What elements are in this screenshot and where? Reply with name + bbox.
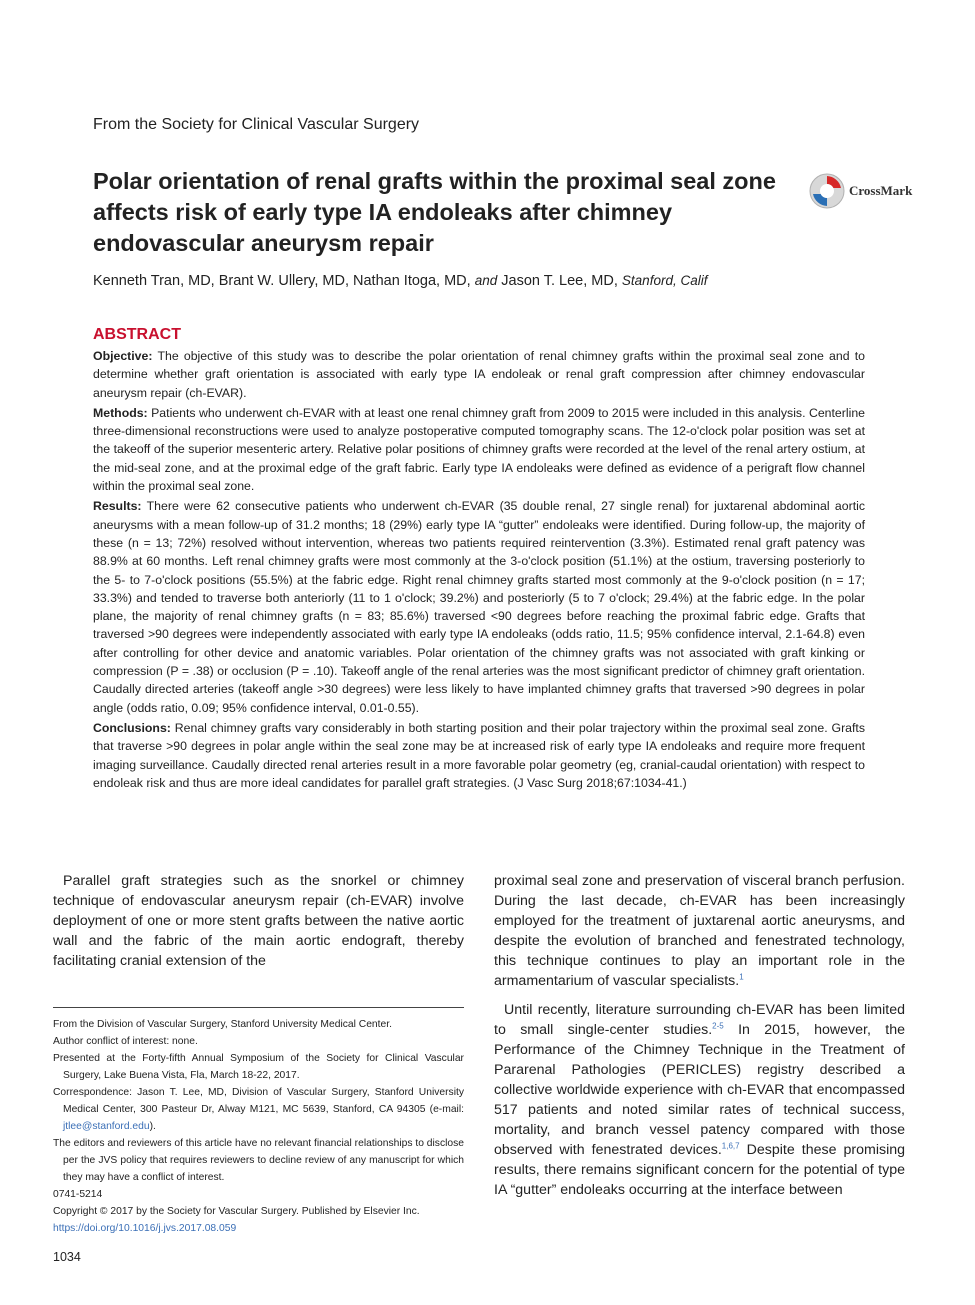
body-text: Despite these promising results, there remains significant concern for the potential of type IA “gutter” endoleaks occurring at the interface between xyxy=(494,1141,906,1198)
methods-label: Methods: xyxy=(93,405,148,420)
body-left-column xyxy=(53,872,464,972)
section-label: From the Society for Clinical Vascular Surgery xyxy=(93,116,420,133)
abstract-body xyxy=(93,347,865,794)
footnote-presented: Presented at the Forty-fifth Annual Symposium of the Society for Clinical Vascular Surgery, Lake Buena Vista, Fla, March 18-22, 2017. xyxy=(53,1053,464,1081)
body-paragraph xyxy=(494,872,905,991)
reference-link[interactable]: 1 xyxy=(739,971,744,981)
doi-link[interactable]: https://doi.org/10.1016/j.jvs.2017.08.059 xyxy=(53,1223,237,1234)
footnote-correspondence xyxy=(53,1084,464,1135)
abstract-results xyxy=(93,497,865,717)
email-link[interactable]: jtlee@stanford.edu xyxy=(63,1121,150,1132)
methods-text: Patients who underwent ch-EVAR with at least one renal chimney graft from 2009 to 2015 were included in this analysis. Centerline three-dimensional reconstructions were used to analyze postoperative computed tomography scans. The 12-o'clock polar position was set at the takeoff of the superior mesenteric artery. Relative polar positions of chimney grafts were recorded at the level of the renal artery ostium, at the mid-seal zone, and at the proximal edge of the graft fabric. Early type IA endoleaks were defined as evidence of a perigraft flow channel within the proximal seal zone. xyxy=(93,405,865,494)
author-and: and xyxy=(474,273,498,288)
footnote-affiliation: From the Division of Vascular Surgery, Stanford University Medical Center. xyxy=(53,1019,392,1030)
body-paragraph xyxy=(494,1001,905,1200)
author-last: Jason T. Lee, MD, xyxy=(501,273,618,289)
abstract-conclusions xyxy=(93,719,865,792)
footnote-divider xyxy=(53,1007,464,1008)
results-text: There were 62 consecutive patients who underwent ch-EVAR (35 double renal, 27 single renal) for juxtarenal abdominal aortic aneurysms with a mean follow-up of 31.2 months; 18 (29%) early type IA “gutter” endoleaks were identified. During follow-up, the majority of these (n = 13; 72%) resolved without intervention, whereas two patients required reintervention (3.3%). Estimated renal graft patency was 88.9% at 60 months. Left renal chimney grafts were most commonly at the 3-o'clock position (51.1%) at the ostium, traversing posteriorly to the 5- to 7-o'clock positions (55.5%) at the fabric edge. Right renal chimney grafts started most commonly at the 9-o'clock position (n = 17; 33.3%) and tended to traverse both anteriorly (11 to 1 o'clock; 39.2%) and posteriorly (5 to 7 o'clock; 29.4%) at the fabric edge. In the polar plane, the majority of renal chimney grafts (n = 83; 85.6%) traversed <90 degrees before reaching the proximal fabric edge. Grafts that traversed >90 degrees were independently associated with early type IA endoleaks (odds ratio, 11.5; 95% confidence interval, 2.1-64.8) even after controlling for other device and anatomic variables. Polar orientation of the chimney grafts was not associated with graft kinking or compression (P = .38) or occlusion (P = .10). Takeoff angle of the renal arteries was the most significant predictor of chimney graft orientation. Caudally directed arteries (takeoff angle >30 degrees) were less likely to have implanted chimney grafts that traversed >90 degrees in polar angle (odds ratio, 0.09; 95% confidence interval, 0.01-0.55). xyxy=(93,499,865,715)
correspondence-text: Correspondence: Jason T. Lee, MD, Division of Vascular Surgery, Stanford University Medical Center, 300 Pasteur Dr, Alway M121, MC 5639, Stanford, CA 94305 xyxy=(53,1087,464,1115)
objective-label: Objective: xyxy=(93,349,153,363)
page-number: 1034 xyxy=(53,1250,81,1264)
body-text: In 2015, however, the Performance of the Chimney Technique in the Treatment of Pararenal Pathologies (PERICLES) registry described a collective worldwide experience with ch-EVAR that encompassed 517 patients and noted similar rates of technical success, mortality, and branch vessel patency compared with those observed with fenestrated devices. xyxy=(494,1022,906,1158)
article-title: Polar orientation of renal grafts within the proximal seal zone affects risk of early type IA endoleaks after chimney endovascular aneurysm repair xyxy=(93,168,776,256)
footnotes xyxy=(53,1016,464,1237)
email-suffix: ). xyxy=(149,1121,156,1132)
author-names: Kenneth Tran, MD, Brant W. Ullery, MD, Nathan Itoga, MD, xyxy=(93,273,471,289)
footnote-issn: 0741-5214 xyxy=(53,1189,103,1200)
body-text: Until recently, literature surrounding ch-EVAR has been limited to small single-center studies. xyxy=(494,1002,905,1039)
author-location: Stanford, Calif xyxy=(621,273,708,288)
author-list xyxy=(93,273,707,289)
body-paragraph: Parallel graft strategies such as the snorkel or chimney technique of endovascular aneurysm repair (ch-EVAR) involve deployment of one or more stent grafts between the native aortic wall and the fabric of the main aortic endograft, thereby facilitating cranial extension of the xyxy=(53,873,464,969)
footnote-conflict: Author conflict of interest: none. xyxy=(53,1036,198,1047)
conclusions-text: Renal chimney grafts vary considerably in both starting position and their polar trajectory within the proximal seal zone. Grafts that traverse >90 degrees in polar angle within the seal zone may be at increased risk of early type IA endoleaks and require more frequent imaging surveillance. Caudally directed renal arteries result in a more favorable polar geometry (eg, cranial-caudal orientation) with respect to endoleak risk and thus are more ideal candidates for parallel graft strategies. (J Vasc Surg 2018;67:1034-41.) xyxy=(93,720,866,790)
abstract-objective xyxy=(93,347,865,402)
body-right-column xyxy=(494,872,905,1201)
conclusions-label: Conclusions: xyxy=(93,720,171,735)
abstract-heading: ABSTRACT xyxy=(93,326,181,343)
crossmark-badge[interactable] xyxy=(808,172,918,212)
reference-link[interactable]: 1,6,7 xyxy=(721,1141,740,1151)
footnote-copyright: Copyright © 2017 by the Society for Vascular Surgery. Published by Elsevier Inc. xyxy=(53,1206,420,1217)
footnote-disclosure: The editors and reviewers of this article have no relevant financial relationships to disclose per the JVS policy that requires reviewers to decline review of any manuscript for which they may have a conflict of interest. xyxy=(53,1138,464,1183)
abstract-methods xyxy=(93,404,865,495)
crossmark-icon xyxy=(808,172,846,210)
results-label: Results: xyxy=(93,499,142,514)
crossmark-label: CrossMark xyxy=(849,183,913,198)
reference-link[interactable]: 2-5 xyxy=(712,1021,724,1031)
objective-text: The objective of this study was to describe the polar orientation of renal chimney grafts within the proximal seal zone and to determine whether graft orientation is associated with early type IA endoleak or renal graft compression after chimney endovascular aneurysm repair (ch-EVAR). xyxy=(93,349,865,400)
body-text: proximal seal zone and preservation of visceral branch perfusion. During the last decade, ch-EVAR has been increasingly employed for the treatment of juxtarenal aortic aneurysms, and despite the evolution of branched and fenestrated technology, this technique continues to play an important role in the armamentarium of vascular specialists. xyxy=(494,873,905,989)
email-prefix: (e-mail: xyxy=(429,1104,464,1115)
